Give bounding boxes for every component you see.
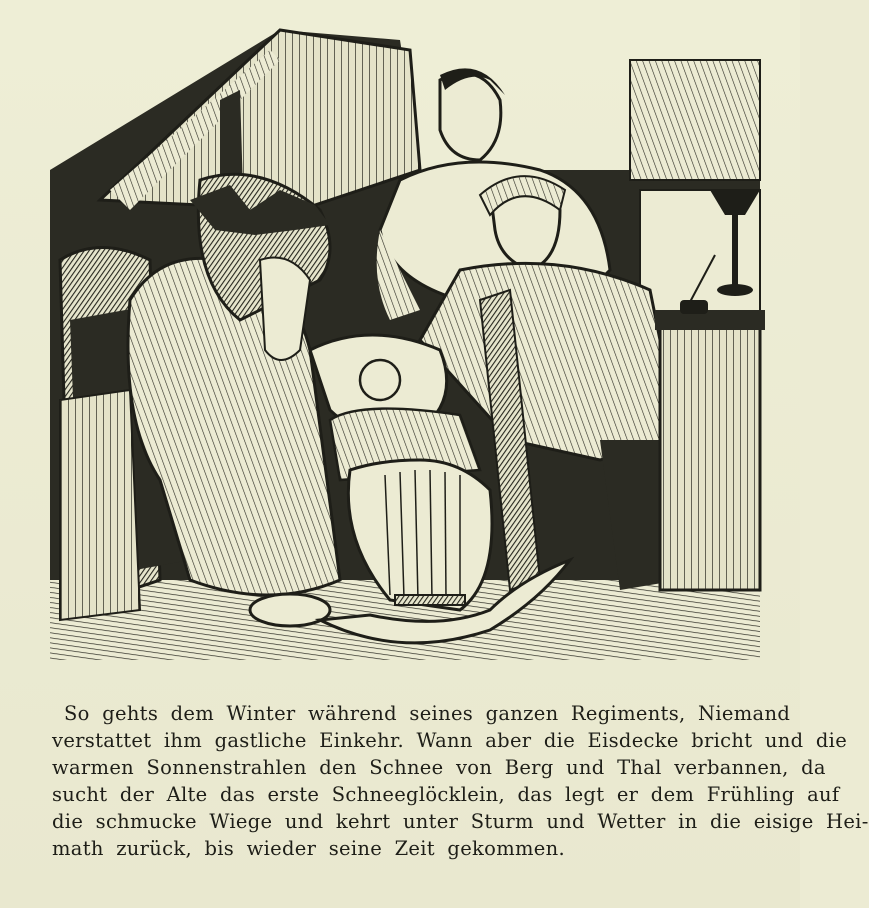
caption-text-block — [52, 700, 869, 862]
caption-line: So gehts dem Winter während seines ganzen Regiments, Niemand — [64, 702, 791, 725]
caption-line: sucht der Alte das erste Schneeglöcklein, das legt er dem Frühling auf — [52, 783, 840, 806]
caption-line: verstattet ihm gastliche Einkehr. Wann aber die Eisdecke bricht und die — [52, 729, 848, 752]
caption-line: die schmucke Wiege und kehrt unter Sturm und Wetter in die eisige Hei- — [52, 810, 869, 833]
caption-line: warmen Sonnenstrahlen den Schnee von Berg und Thal verbannen, da — [52, 756, 826, 779]
caption-line: math zurück, bis wieder seine Zeit gekommen. — [52, 837, 565, 860]
woodcut-illustration — [40, 20, 770, 668]
